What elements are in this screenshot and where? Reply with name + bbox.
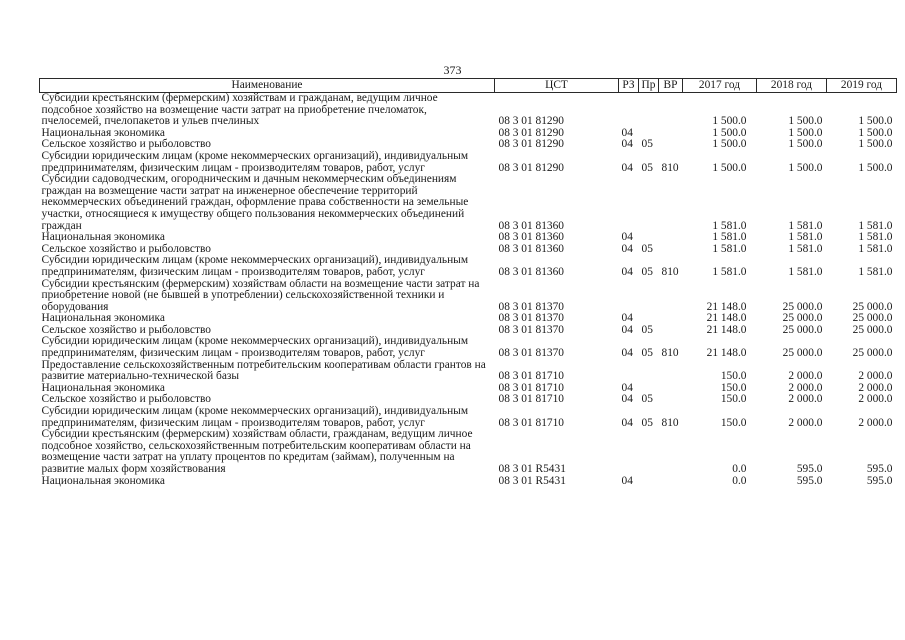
cell-y2017: 1 500.0 xyxy=(712,138,747,151)
cell-vr xyxy=(659,476,683,488)
cell-y2017: 1 500.0 xyxy=(712,126,747,139)
header-pr: Пр xyxy=(639,79,659,93)
budget-table xyxy=(39,78,897,487)
cell-name: Субсидии крестьянским (фермерским) хозяйствам области на возмещение части затрат на приобретение новой (не бывшей в употреблении) сельскохозяйственной техники и оборудования xyxy=(41,277,480,313)
cell-pr: 05 xyxy=(641,393,653,406)
cell-code: 08 3 01 81290 xyxy=(498,126,564,139)
cell-code: 08 3 01 81710 xyxy=(498,370,564,383)
cell-vr xyxy=(659,232,683,244)
cell-pr: 05 xyxy=(641,161,653,174)
page-number: 373 xyxy=(443,63,462,77)
cell-y2017: 21 148.0 xyxy=(706,300,747,313)
cell-pr: 05 xyxy=(641,416,653,429)
cell-y2019: 1 581.0 xyxy=(858,242,893,255)
cell-code: 08 3 01 81290 xyxy=(498,115,564,128)
header-name: Наименование xyxy=(40,79,495,93)
cell-pr xyxy=(639,232,659,244)
cell-y2019: 2 000.0 xyxy=(858,370,893,383)
cell-code: 08 3 01 81360 xyxy=(498,242,564,255)
cell-vr: 810 xyxy=(661,347,679,360)
cell-vr xyxy=(659,394,683,406)
cell-y2019: 2 000.0 xyxy=(858,416,893,429)
cell-rz xyxy=(619,93,639,128)
cell-name: Национальная экономика xyxy=(41,474,165,487)
cell-name: Национальная экономика xyxy=(41,231,165,244)
cell-y2018: 25 000.0 xyxy=(782,312,823,325)
cell-y2018: 25 000.0 xyxy=(782,323,823,336)
cell-pr xyxy=(639,360,659,383)
cell-y2019: 25 000.0 xyxy=(852,300,893,313)
cell-y2019: 1 500.0 xyxy=(858,126,893,139)
cell-rz: 04 xyxy=(621,138,633,151)
header-year-2019: 2019 год xyxy=(827,79,897,93)
cell-y2017: 1 581.0 xyxy=(712,242,747,255)
cell-name: Субсидии юридическим лицам (кроме некоммерческих организаций), индивидуальным предпринимателям, физическим лицам - производителям товаров, работ, услуг xyxy=(41,254,469,278)
header-year-2018: 2018 год xyxy=(757,79,827,93)
cell-rz: 04 xyxy=(621,416,633,429)
table-header-row xyxy=(40,79,897,93)
cell-y2019: 595.0 xyxy=(866,474,893,487)
table-row xyxy=(40,93,897,128)
cell-vr xyxy=(659,174,683,232)
cell-code: 08 3 01 81360 xyxy=(498,231,564,244)
cell-y2019: 1 581.0 xyxy=(858,219,893,232)
cell-y2019: 1 500.0 xyxy=(858,138,893,151)
cell-name: Субсидии юридическим лицам (кроме некоммерческих организаций), индивидуальным предпринимателям, физическим лицам - производителям товаров, работ, услуг xyxy=(41,149,469,174)
cell-name: Предоставление сельскохозяйственным потребительским кооперативам области грантов на развитие материально-технической базы xyxy=(41,358,486,383)
cell-y2017: 21 148.0 xyxy=(706,323,747,336)
cell-code: 08 3 01 81290 xyxy=(498,161,564,174)
cell-vr xyxy=(659,429,683,475)
cell-vr xyxy=(659,128,683,140)
cell-y2017: 1 500.0 xyxy=(712,161,747,174)
cell-y2019: 595.0 xyxy=(866,463,893,475)
cell-name: Сельское хозяйство и рыболовство xyxy=(41,242,211,255)
cell-y2018: 595.0 xyxy=(796,474,823,487)
cell-code: 08 3 01 81360 xyxy=(498,219,564,232)
table-row xyxy=(40,429,897,475)
cell-y2017: 1 581.0 xyxy=(712,231,747,244)
cell-y2018: 1 500.0 xyxy=(788,126,823,139)
table-row xyxy=(40,476,897,488)
cell-rz: 04 xyxy=(621,474,633,487)
cell-pr: 05 xyxy=(641,242,653,255)
table-row xyxy=(40,255,897,278)
cell-name: Субсидии крестьянским (фермерским) хозяйствам области, гражданам, ведущим личное подсобное хозяйство, сельскохозяйственным потребительским кооперативам области на возмещение части затрат на уплату процентов по кредитам (займам), полученным на развитие малых форм хозяйствования xyxy=(41,428,473,475)
cell-name: Субсидии садоводческим, огородническим и дачным некоммерческим объединениям граждан на возмещение части затрат на инженерное обеспечение территорий некоммерческих объединений граждан, оформление права собственности на земельные участки, относящиеся к имуществу общего пользования некоммерческих объединений граждан xyxy=(41,173,469,232)
cell-code: 08 3 01 R5431 xyxy=(498,474,566,487)
table-row xyxy=(40,232,897,244)
header-vr: ВР xyxy=(659,79,683,93)
cell-pr xyxy=(639,429,659,475)
cell-vr xyxy=(659,139,683,151)
cell-y2019: 1 581.0 xyxy=(858,231,893,244)
cell-pr: 05 xyxy=(641,138,653,151)
cell-y2019: 2 000.0 xyxy=(858,393,893,406)
cell-vr xyxy=(659,383,683,395)
cell-y2018: 1 581.0 xyxy=(788,265,823,278)
cell-code: 08 3 01 81370 xyxy=(498,323,564,336)
cell-code: 08 3 01 81710 xyxy=(498,393,564,406)
cell-y2018: 595.0 xyxy=(796,463,823,475)
cell-pr: 05 xyxy=(641,347,653,360)
cell-name: Сельское хозяйство и рыболовство xyxy=(41,323,211,336)
cell-code: 08 3 01 R5431 xyxy=(498,463,566,475)
cell-code: 08 3 01 81370 xyxy=(498,300,564,313)
cell-rz: 04 xyxy=(621,126,633,139)
cell-y2018: 1 500.0 xyxy=(788,161,823,174)
cell-rz: 04 xyxy=(621,265,633,278)
cell-y2019: 25 000.0 xyxy=(852,347,893,360)
cell-code: 08 3 01 81710 xyxy=(498,381,564,394)
cell-rz xyxy=(619,429,639,475)
cell-name: Субсидии юридическим лицам (кроме некоммерческих организаций), индивидуальным предпринимателям, физическим лицам - производителям товаров, работ, услуг xyxy=(41,335,469,360)
cell-y2017: 21 148.0 xyxy=(706,312,747,325)
table-row xyxy=(40,279,897,314)
cell-y2018: 1 581.0 xyxy=(788,231,823,244)
cell-y2019: 1 500.0 xyxy=(858,161,893,174)
cell-rz: 04 xyxy=(621,312,633,325)
cell-name: Сельское хозяйство и рыболовство xyxy=(41,393,211,406)
cell-y2018: 1 500.0 xyxy=(788,115,823,128)
table-row xyxy=(40,360,897,383)
cell-y2019: 25 000.0 xyxy=(852,323,893,336)
cell-code: 08 3 01 81370 xyxy=(498,312,564,325)
cell-rz: 04 xyxy=(621,323,633,336)
cell-name: Национальная экономика xyxy=(41,381,165,394)
cell-vr xyxy=(659,360,683,383)
cell-pr: 05 xyxy=(641,265,653,278)
cell-rz xyxy=(619,360,639,383)
cell-pr xyxy=(639,279,659,314)
cell-y2019: 1 581.0 xyxy=(858,265,893,278)
cell-y2018: 25 000.0 xyxy=(782,347,823,360)
cell-y2018: 1 581.0 xyxy=(788,242,823,255)
cell-name: Сельское хозяйство и рыболовство xyxy=(41,138,211,151)
cell-y2017: 1 581.0 xyxy=(712,265,747,278)
cell-rz: 04 xyxy=(621,242,633,255)
cell-y2018: 25 000.0 xyxy=(782,300,823,313)
cell-code: 08 3 01 81360 xyxy=(498,265,564,278)
cell-vr: 810 xyxy=(661,265,679,278)
cell-vr xyxy=(659,313,683,325)
cell-y2017: 1 500.0 xyxy=(712,115,747,128)
cell-pr xyxy=(639,93,659,128)
cell-pr xyxy=(639,476,659,488)
cell-pr xyxy=(639,174,659,232)
cell-vr: 810 xyxy=(661,161,679,174)
cell-y2017: 150.0 xyxy=(720,393,747,406)
cell-code: 08 3 01 81290 xyxy=(498,138,564,151)
cell-y2017: 0.0 xyxy=(732,474,747,487)
cell-y2019: 2 000.0 xyxy=(858,381,893,394)
table-row xyxy=(40,174,897,232)
cell-vr xyxy=(659,325,683,337)
cell-y2019: 25 000.0 xyxy=(852,312,893,325)
table-row xyxy=(40,336,897,359)
cell-vr xyxy=(659,244,683,256)
cell-rz: 04 xyxy=(621,161,633,174)
cell-y2017: 1 581.0 xyxy=(712,219,747,232)
table-row xyxy=(40,406,897,429)
cell-y2017: 150.0 xyxy=(720,381,747,394)
cell-rz: 04 xyxy=(621,347,633,360)
cell-y2018: 2 000.0 xyxy=(788,370,823,383)
cell-name: Субсидии крестьянским (фермерским) хозяйствам и гражданам, ведущим личное подсобное хозяйство на возмещение части затрат на приобретение пчеломаток, пчелосемей, пчелопакетов и ульев пчелиных xyxy=(41,92,438,128)
cell-y2017: 21 148.0 xyxy=(706,347,747,360)
cell-y2017: 150.0 xyxy=(720,416,747,429)
cell-rz: 04 xyxy=(621,393,633,406)
cell-code: 08 3 01 81370 xyxy=(498,347,564,360)
cell-name: Национальная экономика xyxy=(41,126,165,139)
cell-y2017: 150.0 xyxy=(720,370,747,383)
cell-vr xyxy=(659,279,683,314)
cell-name: Национальная экономика xyxy=(41,312,165,325)
cell-y2018: 2 000.0 xyxy=(788,393,823,406)
cell-y2018: 2 000.0 xyxy=(788,416,823,429)
cell-name: Субсидии юридическим лицам (кроме некоммерческих организаций), индивидуальным предпринимателям, физическим лицам - производителям товаров, работ, услуг xyxy=(41,405,469,429)
cell-rz: 04 xyxy=(621,231,633,244)
cell-y2018: 1 581.0 xyxy=(788,219,823,232)
header-code: ЦСТ xyxy=(495,79,619,93)
cell-pr: 05 xyxy=(641,323,653,336)
cell-rz xyxy=(619,174,639,232)
cell-vr xyxy=(659,93,683,128)
cell-rz: 04 xyxy=(621,381,633,394)
cell-y2017: 0.0 xyxy=(732,463,747,475)
header-rz: РЗ xyxy=(619,79,639,93)
header-year-2017: 2017 год xyxy=(683,79,757,93)
cell-y2018: 2 000.0 xyxy=(788,381,823,394)
table-row xyxy=(40,151,897,174)
cell-rz xyxy=(619,279,639,314)
cell-y2018: 1 500.0 xyxy=(788,138,823,151)
cell-y2019: 1 500.0 xyxy=(858,115,893,128)
cell-code: 08 3 01 81710 xyxy=(498,416,564,429)
cell-vr: 810 xyxy=(661,416,679,429)
